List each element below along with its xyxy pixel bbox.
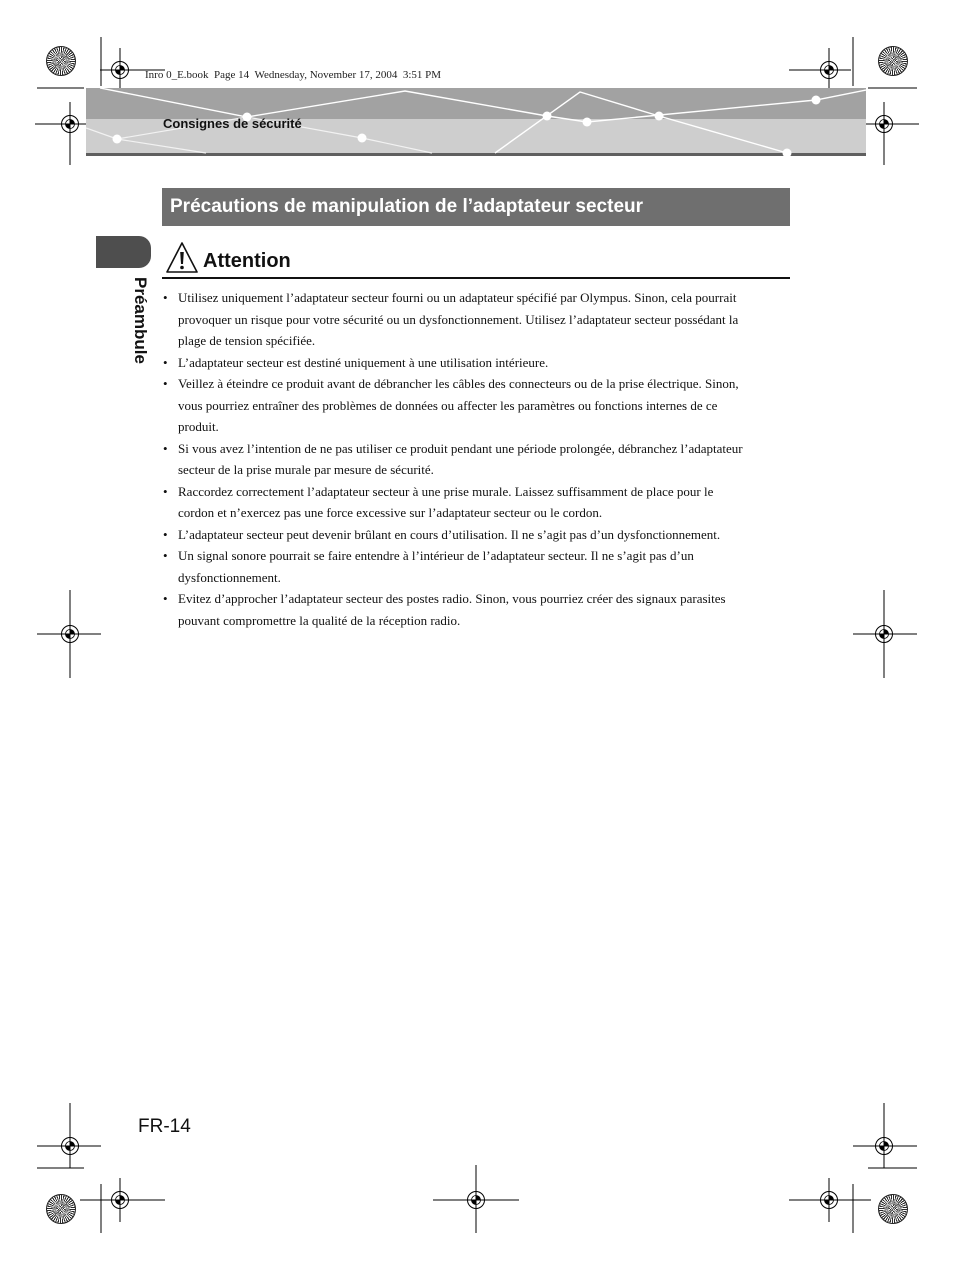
registration-mark-icon [112, 1192, 129, 1209]
list-item-line: provoquer un risque pour votre sécurité ou un dysfonctionnement. Utilisez l’adaptateur secteur possédant la [178, 311, 739, 327]
bullet: • [163, 526, 168, 542]
page-number: FR-14 [138, 1116, 191, 1137]
list-item [162, 524, 802, 546]
warning-triangle-icon [165, 241, 199, 275]
bullet: • [163, 290, 168, 305]
list-item [162, 588, 802, 631]
list-item-line: vous pourriez entraîner des problèmes de données ou affecter les paramètres ou fonctions internes de ce [178, 397, 718, 413]
starburst-target-icon [878, 1194, 908, 1224]
list-item [162, 352, 802, 374]
side-tab-label: Préambule [131, 277, 150, 364]
list-item-line: pouvant compromettre la qualité de la réception radio. [178, 612, 461, 628]
registration-mark-icon [876, 626, 893, 643]
list-item [162, 373, 802, 438]
decor-dot [543, 112, 552, 121]
bullet: • [163, 548, 168, 563]
list-item [162, 287, 802, 352]
header-section-label: Consignes de sécurité [163, 116, 302, 131]
registration-mark-icon [821, 62, 838, 79]
starburst-target-icon [46, 1194, 76, 1224]
list-item-line: Si vous avez l’intention de ne pas utiliser ce produit pendant une période prolongée, débranchez l’adaptateur [178, 440, 743, 456]
registration-mark-icon [876, 1138, 893, 1155]
list-item-line: L’adaptateur secteur est destiné uniquement à une utilisation intérieure. [178, 354, 549, 370]
header-band-rule [86, 153, 866, 156]
side-tab [96, 236, 151, 268]
decor-dot [583, 118, 592, 127]
section-title: Précautions de manipulation de l’adaptateur secteur [170, 196, 644, 217]
decor-dot [358, 134, 367, 143]
bullet: • [163, 591, 168, 606]
print-slug: Inro 0_E.book Page 14 Wednesday, November 17, 2004 3:51 PM [145, 69, 442, 81]
list-item-line: Veillez à éteindre ce produit avant de débrancher les câbles des connecteurs ou de la prise électrique. Sinon, [178, 376, 739, 391]
starburst-target-icon [878, 46, 908, 76]
list-item-line: Evitez d’approcher l’adaptateur secteur des postes radio. Sinon, vous pourriez créer des signaux parasites [178, 591, 726, 606]
registration-mark-icon [62, 1138, 79, 1155]
section-title-bar [162, 188, 790, 226]
list-item-line: dysfonctionnement. [178, 569, 281, 585]
list-item [162, 481, 802, 524]
warning-heading-rule [162, 277, 790, 279]
registration-mark-icon [821, 1192, 838, 1209]
registration-mark-icon [468, 1192, 485, 1209]
bullet: • [163, 483, 168, 499]
decor-dot [812, 96, 821, 105]
list-item-line: Raccordez correctement l’adaptateur secteur à une prise murale. Laissez suffisamment de place pour le [178, 483, 714, 499]
list-item [162, 438, 802, 481]
decor-dot [655, 112, 664, 121]
registration-mark-icon [62, 626, 79, 643]
warning-list [162, 287, 802, 631]
decor-dot [113, 135, 122, 144]
list-item-line: Utilisez uniquement l’adaptateur secteur fourni ou un adaptateur spécifié par Olympus. Sinon, cela pourrait [178, 290, 737, 305]
registration-mark-icon [876, 116, 893, 133]
list-item [162, 545, 802, 588]
list-item-line: Un signal sonore pourrait se faire entendre à l’intérieur de l’adaptateur secteur. Il ne s’agit pas d’un [178, 548, 694, 563]
list-item-line: secteur de la prise murale par mesure de sécurité. [178, 462, 434, 477]
bullet: • [163, 376, 168, 391]
list-item-line: L’adaptateur secteur peut devenir brûlant en cours d’utilisation. Il ne s’agit pas d’un dysfonctionnement. [178, 526, 721, 542]
list-item-line: produit. [178, 419, 219, 434]
starburst-target-icon [46, 46, 76, 76]
list-item-line: plage de tension spécifiée. [178, 333, 316, 348]
warning-heading: Attention [203, 250, 291, 272]
registration-mark-icon [62, 116, 79, 133]
registration-mark-icon [112, 62, 129, 79]
list-item-line: cordon et n’exercez pas une force excessive sur l’adaptateur secteur ou le cordon. [178, 505, 603, 520]
bullet: • [163, 440, 168, 456]
bullet: • [163, 354, 168, 370]
